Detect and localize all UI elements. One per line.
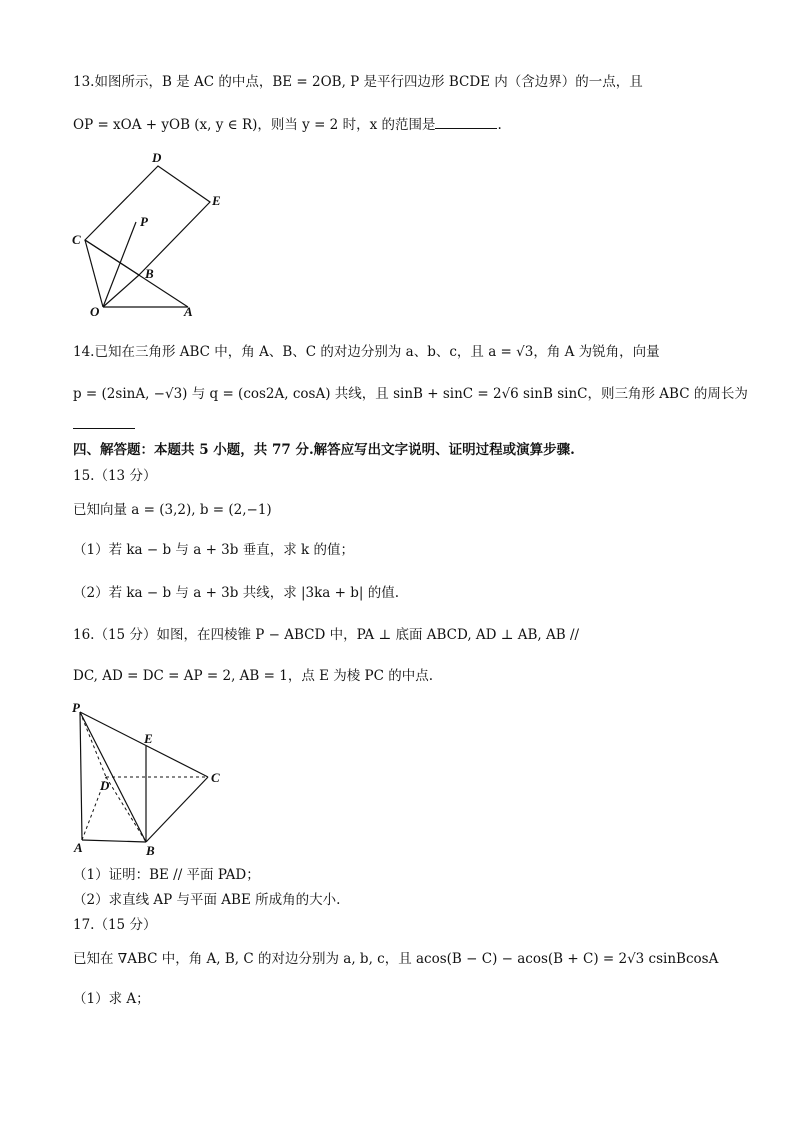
edge-pd (80, 712, 106, 777)
section-heading: 四、解答题：本题共 5 小题，共 77 分.解答应写出文字说明、证明过程或演算步骤. (73, 442, 575, 458)
q17-title: 17.（15 分） (73, 917, 157, 933)
edge-ab (82, 840, 146, 842)
segment-ob (103, 275, 139, 307)
edge-pa (80, 712, 82, 840)
q14-line1: 14.已知在三角形 ABC 中，角 A、B、C 的对边分别为 a、b、c，且 a = √3，角 A 为锐角，向量 (73, 344, 660, 360)
q16-part2: （2）求直线 AP 与平面 ABE 所成角的大小. (73, 892, 341, 908)
q13-answer-blank (435, 114, 497, 129)
q16-pyramid-figure (70, 700, 230, 860)
label-p: P (72, 700, 80, 715)
label-e: E (212, 193, 221, 208)
label-a: A (74, 840, 83, 855)
q13-line2-end: . (497, 117, 502, 133)
q14-answer-line (73, 414, 135, 434)
label-o: O (90, 304, 100, 319)
q13-line2-text: OP = xOA + yOB (x, y ∈ R)，则当 y = 2 时，x 的范围是 (73, 117, 436, 133)
q13-line2 (73, 114, 502, 134)
q14-line2: p = (2sinA, −√3) 与 q = (cos2A, cosA) 共线，且 sinB + sinC = 2√6 sinB sinC，则三角形 ABC 的周长为 (73, 386, 748, 402)
q17-part1: （1）求 A； (73, 991, 150, 1007)
q14-answer-blank (73, 414, 135, 429)
label-a: A (184, 304, 193, 319)
q15-part1: （1）若 ka − b 与 a + 3b 垂直，求 k 的值； (73, 542, 354, 558)
q16-part1: （1）证明：BE // 平面 PAD； (73, 867, 260, 883)
q16-line2: DC, AD = DC = AP = 2, AB = 1，点 E 为棱 PC 的中点. (73, 668, 434, 684)
edge-db (106, 777, 146, 842)
q15-title: 15.（13 分） (73, 468, 157, 484)
q15-given: 已知向量 a = (3,2), b = (2,−1) (73, 502, 272, 518)
label-d: D (100, 778, 110, 793)
label-e: E (144, 731, 153, 746)
label-b: B (145, 266, 154, 281)
label-c: C (211, 770, 220, 785)
label-c: C (72, 232, 81, 247)
label-d: D (152, 150, 162, 165)
label-b: B (146, 843, 155, 858)
q17-given: 已知在 ∇ABC 中，角 A, B, C 的对边分别为 a, b, c，且 acos(B − C) − acos(B + C) = 2√3 csinBcosA (73, 951, 719, 967)
segment-op (103, 222, 136, 307)
q13-line1: 13.如图所示，B 是 AC 的中点，BE = 2OB, P 是平行四边形 BCDE 内（含边界）的一点，且 (73, 74, 643, 90)
q13-parallelogram-figure (70, 150, 240, 320)
q15-part2: （2）若 ka − b 与 a + 3b 共线，求 |3ka + b| 的值. (73, 585, 400, 601)
edge-bc (146, 777, 208, 842)
label-p: P (140, 214, 148, 229)
q16-line1: 16.（15 分）如图，在四棱锥 P − ABCD 中，PA ⊥ 底面 ABCD, AD ⊥ AB, AB // (73, 627, 580, 643)
